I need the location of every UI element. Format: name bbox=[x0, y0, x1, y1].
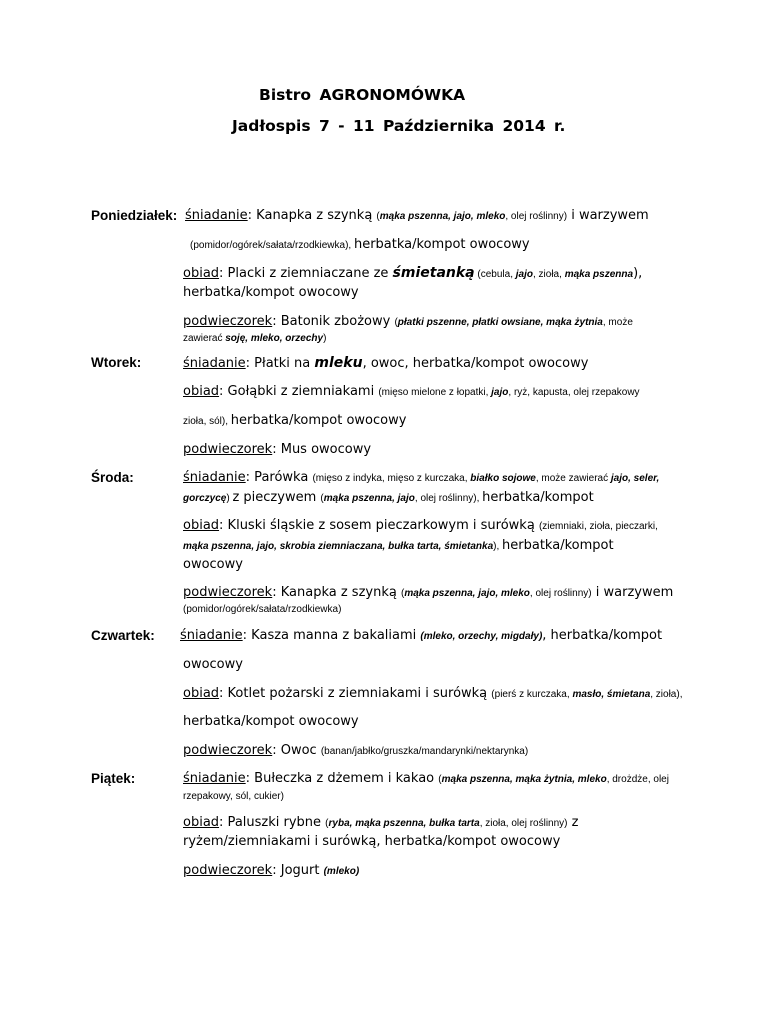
meal-label-lunch: obiad bbox=[183, 686, 220, 701]
document-subtitle: Jadłospis 7 - 11 Października 2014 r. bbox=[232, 117, 566, 135]
meal-label-snack: podwieczorek bbox=[183, 314, 273, 329]
menu-line: śniadanie: Płatki na mleku, owoc, herbatka/kompot owocowy bbox=[183, 355, 589, 371]
day-label-thursday: Czwartek: bbox=[91, 628, 155, 643]
menu-line: obiad: Kotlet pożarski z ziemniakami i surówką (pierś z kurczaka, masło, śmietana, zioła), bbox=[183, 686, 683, 701]
menu-line: podwieczorek: Mus owocowy bbox=[183, 442, 372, 457]
meal-label-lunch: obiad bbox=[183, 266, 220, 281]
menu-line: śniadanie: Bułeczka z dżemem i kakao (mąka pszenna, mąka żytnia, mleko, drożdże, olej bbox=[183, 771, 669, 786]
meal-label-lunch: obiad bbox=[183, 384, 220, 399]
menu-line: podwieczorek: Kanapka z szynką (mąka pszenna, jajo, mleko, olej roślinny) i warzywem bbox=[183, 585, 674, 600]
menu-line: śniadanie: Kasza manna z bakaliami (mleko, orzechy, migdały), herbatka/kompot bbox=[180, 628, 663, 643]
menu-line: gorczycę) z pieczywem (mąka pszenna, jajo, olej roślinny), herbatka/kompot bbox=[183, 490, 594, 505]
menu-line: zawierać soję, mleko, orzechy) bbox=[183, 333, 327, 344]
meal-label-snack: podwieczorek bbox=[183, 585, 273, 600]
menu-line: obiad: Gołąbki z ziemniakami (mięso mielone z łopatki, jajo, ryż, kapusta, olej rzepakowy bbox=[183, 384, 640, 399]
menu-line: obiad: Kluski śląskie z sosem pieczarkowym i surówką (ziemniaki, zioła, pieczarki, bbox=[183, 518, 658, 533]
meal-label-snack: podwieczorek bbox=[183, 863, 273, 878]
menu-line: obiad: Paluszki rybne (ryba, mąka pszenna, bułka tarta, zioła, olej roślinny) z bbox=[183, 815, 579, 830]
menu-line: śniadanie: Kanapka z szynką (mąka pszenna, jajo, mleko, olej roślinny) i warzywem bbox=[185, 208, 649, 223]
day-label-wednesday: Środa: bbox=[91, 470, 134, 485]
document-title: Bistro AGRONOMÓWKA bbox=[259, 86, 466, 104]
menu-line: zioła, sól), herbatka/kompot owocowy bbox=[183, 413, 407, 428]
menu-line: mąka pszenna, jajo, skrobia ziemniaczana, bułka tarta, śmietanka), herbatka/kompot bbox=[183, 538, 614, 553]
meal-label-breakfast: śniadanie bbox=[180, 628, 243, 643]
meal-label-breakfast: śniadanie bbox=[183, 771, 246, 786]
menu-line: rzepakowy, sól, cukier) bbox=[183, 791, 284, 802]
menu-line: (pomidor/ogórek/sałata/rzodkiewka) bbox=[183, 604, 342, 615]
day-label-tuesday: Wtorek: bbox=[91, 355, 142, 370]
meal-label-breakfast: śniadanie bbox=[185, 208, 248, 223]
menu-line: owocowy bbox=[183, 657, 243, 672]
meal-label-lunch: obiad bbox=[183, 518, 220, 533]
day-label-friday: Piątek: bbox=[91, 771, 136, 786]
meal-label-lunch: obiad bbox=[183, 815, 220, 830]
meal-label-snack: podwieczorek bbox=[183, 442, 273, 457]
menu-line: (pomidor/ogórek/sałata/rzodkiewka), herbatka/kompot owocowy bbox=[190, 237, 530, 252]
menu-line: podwieczorek: Batonik zbożowy (płatki pszenne, płatki owsiane, mąka żytnia, może bbox=[183, 314, 633, 329]
menu-line: śniadanie: Parówka (mięso z indyka, mięso z kurczaka, białko sojowe, może zawierać jajo, seler, bbox=[183, 470, 660, 485]
menu-line: owocowy bbox=[183, 557, 243, 572]
meal-label-breakfast: śniadanie bbox=[183, 356, 246, 371]
meal-label-breakfast: śniadanie bbox=[183, 470, 246, 485]
menu-line: ryżem/ziemniakami i surówką, herbatka/kompot owocowy bbox=[183, 834, 561, 849]
menu-line: podwieczorek: Owoc (banan/jabłko/gruszka/mandarynki/nektarynka) bbox=[183, 743, 529, 758]
menu-line: herbatka/kompot owocowy bbox=[183, 285, 359, 300]
meal-label-snack: podwieczorek bbox=[183, 743, 273, 758]
menu-line: podwieczorek: Jogurt (mleko) bbox=[183, 863, 360, 878]
day-label-monday: Poniedziałek: bbox=[91, 208, 178, 223]
menu-line: obiad: Placki z ziemniaczane ze śmietanką (cebula, jajo, zioła, mąka pszenna), bbox=[183, 265, 643, 281]
menu-line: herbatka/kompot owocowy bbox=[183, 714, 359, 729]
